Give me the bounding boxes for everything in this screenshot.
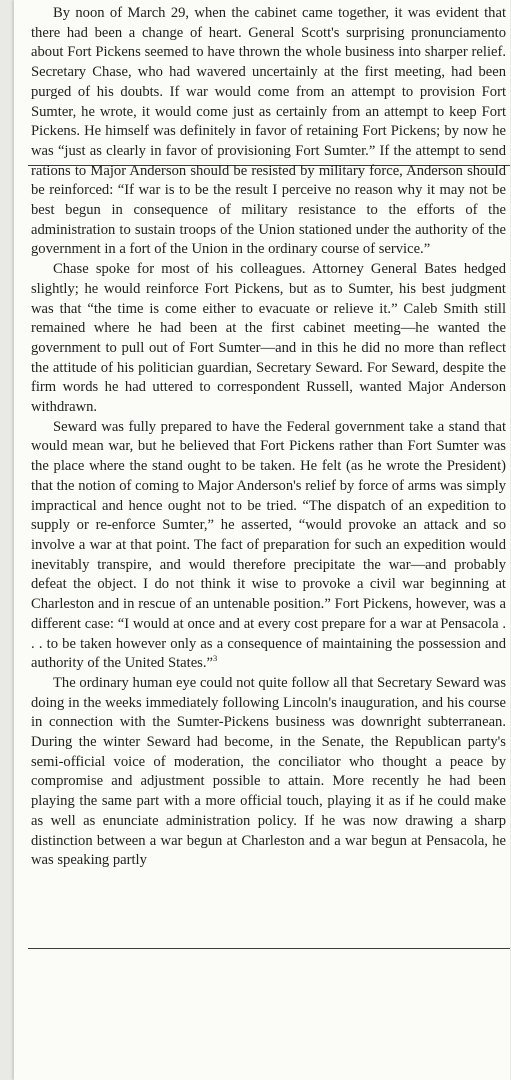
scan-cut-line-top <box>28 165 510 166</box>
scan-cut-line-bottom <box>28 948 510 949</box>
scanned-book-page <box>14 0 510 1080</box>
paragraph-4: The ordinary human eye could not quite follow all that Secretary Seward was doing in the weeks immediately following Lincoln's inauguration, and his course in connection with the Sumter-Pickens business was downright subterranean. During the winter Seward had become, in the Senate, the Republican party's semi-official voice of moderation, the conciliator who thought a peace by compromise and adjustment possible to attain. More recently he had been playing the same part with a more official touch, playing it as if he could make as well as enunciate administration policy. If he was now drawing a sharp distinction between a war begun at Charleston and a war begun at Pensacola, he was speaking partly <box>31 674 506 869</box>
paragraph-3-text: Seward was fully prepared to have the Federal government take a stand that would mean war, but he believed that Fort Pickens rather than Fort Sumter was the place where the stand ought to be taken. He felt (as he wrote the President) that the notion of coming to Major Anderson's relief by force of arms was simply impractical and hence ought not to be tried. “The dispatch of an expedition to supply or re-enforce Sumter,” he asserted, “would provoke an attack and so involve a war at that point. The fact of preparation for such an expedition would inevitably transpire, and would therefore precipitate the war—and probably defeat the object. I do not think it wise to provoke a civil war beginning at Charleston and in rescue of an untenable position.” Fort Pickens, however, was a different case: “I would at once and at every cost prepare for a war at Pensacola . . . to be taken however only as a consequence of maintaining the possession and authority of the United States.” <box>31 418 506 672</box>
footnote-marker: 3 <box>212 653 218 664</box>
paragraph-2: Chase spoke for most of his colleagues. Attorney General Bates hedged slightly; he would reinforce Fort Pickens, but as to Sumter, his best judgment was that “the time is come either to evacuate or relieve it.” Caleb Smith still remained where he had been at the first cabinet meeting—he wanted the government to pull out of Fort Sumter—and in this he did no more than reflect the attitude of his politician guardian, Secretary Seward. For Seward, despite the firm words he had uttered to correspondent Russell, wanted Major Anderson withdrawn. <box>31 261 506 416</box>
paragraph-1: By noon of March 29, when the cabinet came together, it was evident that there had been a change of heart. General Scott's surprising pronunciamento about Fort Pickens seemed to have thrown the whole business into sharper relief. Secretary Chase, who had wavered uncertainly at the first meeting, had been purged of his doubts. If war would come from an attempt to provision Fort Sumter, he wrote, it would come just as certainly from an attempt to keep Fort Pickens. He himself was definitely in favor of retaining Fort Pickens; by now he was “just as clearly in favor of provisioning Fort Sumter.” If the attempt to send rations to Major Anderson should be resisted by military force, Anderson should be reinforced: “If war is to be the result I perceive no reason why it may not be best begun in consequence of military resistance to the efforts of the administration to sustain troops of the Union stationed under the authority of the government in a fort of the Union in the ordinary course of service.” <box>31 5 506 258</box>
paragraph-3 <box>31 418 506 674</box>
body-text <box>31 4 506 871</box>
